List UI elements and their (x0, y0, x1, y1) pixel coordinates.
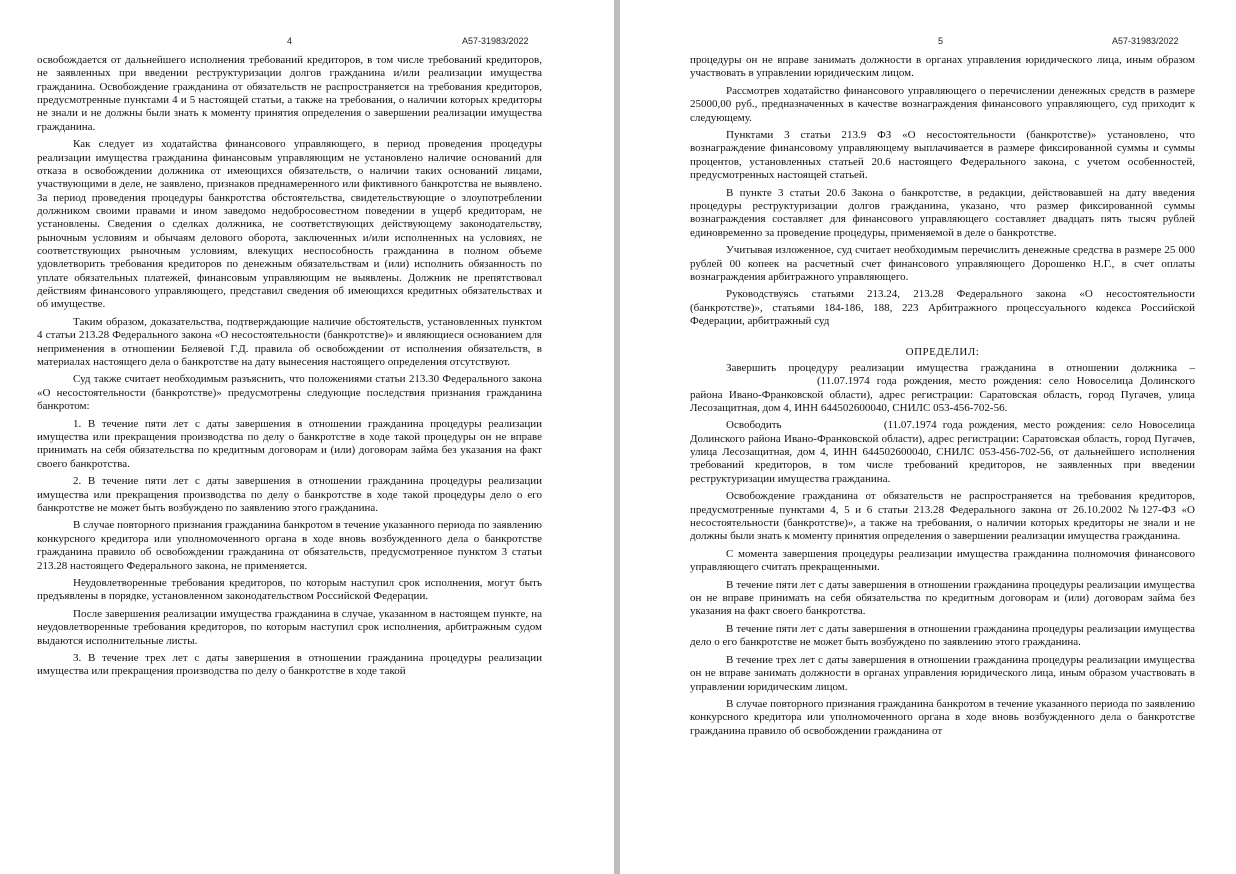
paragraph: Руководствуясь статьями 213.24, 213.28 Федерального закона «О несостоятельности (банкротстве)», статьями 184-186, 188, 223 Арбитражного процессуального кодекса Российской Федерации, арбитражный суд (690, 288, 1195, 328)
ruling-complete-paragraph (690, 362, 1195, 415)
case-number: А57-31983/2022 (462, 36, 529, 46)
paragraph: В случае повторного признания гражданина банкротом в течение указанного периода по заявлению конкурсного кредитора или уполномоченного органа в ходе вновь возбужденного дела о банкротстве гражданина правило об освобождении гражданина от обязательств, предусмотренное пунктом 3 статьи 213.28 настоящего Федерального закона, не применяется. (37, 519, 542, 572)
ruling-complete-details: (11.07.1974 года рождения, место рождения: село Новоселица Долинского района Ивано-Франковской области), адрес регистрации: Саратовская область, город Пугачев, улица Лесозащитная, дом 4, ИНН 644502600040, СНИЛС 053-456-702-56. (690, 375, 1196, 414)
paragraph: После завершения реализации имущества гражданина в случае, указанном в настоящем пункте, на неудовлетворенные требования кредиторов, по которым наступил срок исполнения, арбитражным судом выдаются исполнительные листы. (37, 607, 542, 647)
paragraph: Неудовлетворенные требования кредиторов, по которым наступил срок исполнения, могут быть предъявлены в порядке, установленном законодательством Российской Федерации. (37, 577, 542, 603)
paragraph: освобождается от дальнейшего исполнения требований кредиторов, в том числе требований кредиторов, не заявленных при введении реструктуризации долгов гражданина и/или реализации имущества гражданина. Освобождение гражданина от обязательств не распространяется на требования кредиторов, предусмотренные пунктами 4 и 5 настоящей статьи, а также на требования, о наличии которых кредиторы не знали и не должны были знать к моменту принятия определения о завершении реализации имущества гражданина. (37, 54, 542, 133)
paragraph: Как следует из ходатайства финансового управляющего, в период проведения процедуры реализации имущества гражданина финансовым управляющим не установлено наличие оснований для отказа в освобождении должника от имеющихся обязательств, о наличии таких оснований лицами, участвующими в деле, не заявлено, признаков преднамеренного или фиктивного банкротства не выявлено. За период проведения процедуры банкротства обстоятельства, свидетельствующие о злоупотреблении должником своими правами и ином заведомо недобросовестном поведении в ущерб кредиторам, не установлены. Сведения о сделках должника, не соответствующих действующему законодательству, рыночным условиям и обычаям делового оборота, заключенных и/или исполненных на условиях, не соответствующих рыночным условиям, влекущих неспособность гражданина в полном объеме удовлетворить требования кредиторов по денежным обязательствам и (или) исполнить обязанность по уплате обязательных платежей, финансовым управляющим не выявлены. Должник не препятствовал действиям финансового управляющего, представил сведения об имеющихся кредитных обязательствах и об имуществе. (37, 138, 542, 311)
paragraph: С момента завершения процедуры реализации имущества гражданина полномочия финансового управляющего считать прекращенными. (690, 547, 1195, 574)
paragraph: Освобождение гражданина от обязательств не распространяется на требования кредиторов, предусмотренные пунктами 4, 5 и 6 статьи 213.28 Федерального закона от 26.10.2002 №127-ФЗ «О несостоятельности (банкротстве)», а также на требования, о наличии которых кредиторы не знали и не должны были знать к моменту принятия определения о завершении реализации имущества гражданина. (690, 490, 1195, 543)
document-page-right (620, 0, 1236, 874)
paragraph: Рассмотрев ходатайство финансового управляющего о перечислении денежных средств в размере 25000,00 руб., предназначенных в качестве вознаграждения финансового управляющего, суд приходит к следующему. (690, 84, 1195, 124)
paragraph: В случае повторного признания гражданина банкротом в течение указанного периода по заявлению конкурсного кредитора или уполномоченного органа в ходе вновь возбужденного дела о банкротстве гражданина правило об освобождении гражданина от (690, 698, 1195, 737)
paragraph: В течение трех лет с даты завершения в отношении гражданина процедуры реализации имущества он не вправе занимать должности в органах управления юридического лица, иным образом участвовать в управлении юридическим лицом. (690, 653, 1195, 693)
paragraph: процедуры он не вправе занимать должности в органах управления юридического лица, иным образом участвовать в управлении юридическим лицом. (690, 54, 1195, 80)
paragraph: Пунктами 3 статьи 213.9 ФЗ «О несостоятельности (банкротстве)» установлено, что вознаграждение финансовому управляющему выплачивается в размере фиксированной суммы и суммы процентов, установленных статьей 20.6 настоящего Федерального закона, с учетом особенностей, предусмотренных настоящей статьей. (690, 129, 1195, 182)
ruling-complete-intro: Завершить процедуру реализации имущества гражданина в отношении должника – (726, 361, 1195, 374)
ruling-release-intro: Освободить (726, 419, 782, 432)
page-body (37, 54, 542, 683)
paragraph: Суд также считает необходимым разъяснить, что положениями статьи 213.30 Федерального закона «О несостоятельности (банкротстве)» предусмотрены следующие последствия признания гражданина банкротом: (37, 373, 542, 413)
ruling-release-details: (11.07.1974 года рождения, место рождения: село Новоселица Долинского района Ивано-Франковской области), адрес регистрации: Саратовская область, город Пугачев, улица Лесозащитная, дом 4, ИНН 644502600040, СНИЛС 053-456-702-56, от дальнейшего исполнения требований кредиторов, в том числе требований кредиторов, не заявленных при введении реструктуризации имущества гражданина. (690, 419, 1196, 485)
page-number: 4 (287, 36, 293, 46)
paragraph: В пункте 3 статьи 20.6 Закона о банкротстве, в редакции, действовавшей на дату введения процедуры реструктуризации долгов гражданина, указано, что размер фиксированной суммы вознаграждения составляет для финансового управляющего составляет двадцать пять тысяч рублей единовременно за проведение процедуры, применяемой в деле о банкротстве. (690, 186, 1195, 239)
paragraph: В течение пяти лет с даты завершения в отношении гражданина процедуры реализации имущества он не вправе принимать на себя обязательства по кредитным договорам и (или) договорам займа без указания на факт своего банкротства. (690, 578, 1195, 618)
paragraph: 2. В течение пяти лет с даты завершения в отношении гражданина процедуры реализации имущества или прекращения производства по делу о банкротстве в ходе такой процедуры дело о его банкротстве не может быть возбуждено по заявлению этого гражданина. (37, 475, 542, 514)
paragraph: Учитывая изложенное, суд считает необходимым перечислить денежные средства в размере 25 000 рублей 00 копеек на расчетный счет финансового управляющего Дорошенко Н.Г., в счет оплаты вознаграждения арбитражного управляющего. (690, 244, 1195, 283)
ruling-heading: ОПРЕДЕЛИЛ: (905, 346, 980, 359)
case-number: А57-31983/2022 (1112, 36, 1179, 46)
document-page-left (0, 0, 614, 874)
page-body (690, 54, 1195, 742)
paragraph: В течение пяти лет с даты завершения в отношении гражданина процедуры реализации имущества дело о его банкротстве не может быть возбуждено по заявлению этого гражданина. (690, 622, 1195, 649)
paragraph: Таким образом, доказательства, подтверждающие наличие обстоятельств, установленных пунктом 4 статьи 213.28 Федерального закона «О несостоятельности (банкротстве)» и являющиеся основанием для неприменения в отношении Беляевой Г.Д. правила об освобождении от исполнения обязательств, в материалах настоящего дела о банкротстве на дату вынесения настоящего определения отсутствуют. (37, 315, 542, 368)
page-number: 5 (938, 36, 944, 46)
paragraph: 1. В течение пяти лет с даты завершения в отношении гражданина процедуры реализации имущества или прекращения производства по делу о банкротстве в ходе такой процедуры он не вправе принимать на себя обязательства по кредитным договорам и (или) договорам займа без указания на факт своего банкротства. (37, 417, 542, 470)
ruling-release-paragraph (690, 419, 1195, 486)
paragraph: 3. В течение трех лет с даты завершения в отношении гражданина процедуры реализации имущества или прекращения производства по делу о банкротстве в ходе такой (37, 652, 542, 678)
